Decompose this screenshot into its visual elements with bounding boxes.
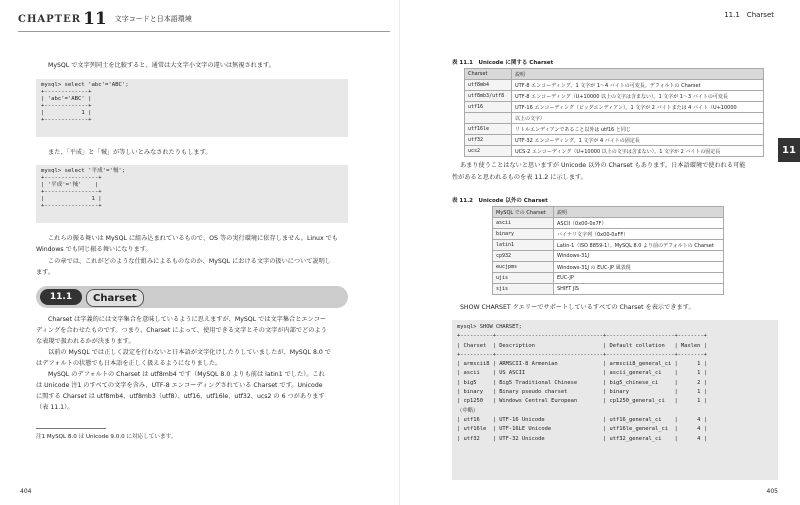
paragraph: あまり使うことはないと思いますが Unicode 以外の Charset もあります。日本語環境で使われる可能 — [460, 162, 746, 169]
table-header: Charset — [465, 69, 512, 80]
body-line: Charset は字義的には文字集合を意味しているように思えますが、MySQL では文字集合とエンコー — [48, 316, 327, 323]
chapter-number: 11 — [83, 9, 107, 29]
paragraph: これらの振る舞いは MySQL に組み込まれているもので、OS 等の実行環境に依存しません。Linux でも — [48, 235, 338, 242]
running-head: 11.1 Charset — [724, 11, 774, 19]
table-header: 説明 — [512, 69, 764, 80]
table-row — [465, 80, 764, 91]
unicode-charset-table — [464, 68, 764, 157]
code-block: mysql> SHOW CHARSET; +----------+---------------------------------+---------------------+--------+ | Charset | Description | Default collation | Maxlen | +----------+---------------------------------+---------------------+--------+ | armscii8 | ARMSCII-8 Armenian | armscii8_general_ci | 1 | | ascii | US ASCII | ascii_general_ci | 1 | | big5 | Big5 Traditional Chinese | big5_chinese_ci | 2 | | binary | Binary pseudo charset | binary | 1 | | cp1250 | Windows Central European | cp1250_general_ci | 1 | （中略） | utf16 | UTF-16 Unicode | utf16_general_ci | 4 | | utf16le | UTF-16LE Unicode | utf16le_general_ci | 4 | | utf32 | UTF-32 Unicode | utf32_general_ci | 4 | — [452, 320, 778, 480]
table-cell: utf16 — [465, 102, 512, 113]
table-row — [465, 91, 764, 102]
chapter-header — [18, 8, 192, 30]
body-line: に関する Charset は utf8mb4、utf8mb3（utf8）、utf16、utf16le、utf32、ucs2 の 6 つがあります — [36, 393, 325, 400]
table-cell: Windows-31J の EUC-JP 風表現 — [554, 262, 724, 273]
table-cell: ucs2 — [465, 146, 512, 157]
table-row — [465, 135, 764, 146]
table-cell: utf16le — [465, 124, 512, 135]
non-unicode-charset-table — [492, 206, 724, 295]
code-block: mysql> select 'abc'='ABC'; +-------------+ | 'abc'='ABC' | +-------------+ | 1 | +-------------+ — [36, 79, 348, 137]
table-cell: Windows-31J — [554, 251, 724, 262]
table-cell: utf8mb3/utf8 — [465, 91, 512, 102]
table-cell: UCS-2 エンコーディング（U+10000 以上の文字は含まない）。1 文字が 2 バイトの固定長 — [512, 146, 764, 157]
section-number: 11.1 — [40, 289, 82, 305]
paragraph: ます。 — [36, 269, 55, 276]
body-line: （表 11.1）。 — [36, 404, 74, 411]
chapter-title: 文字コードと日本語環境 — [114, 15, 192, 23]
section-heading — [36, 286, 348, 308]
table-row — [493, 284, 724, 295]
code-block: mysql> select '平成'='㍻'; +----------------+ | '平成'='㍻' | +----------------+ | 1 | +----------------+ — [36, 165, 348, 223]
table-cell: binary — [493, 229, 554, 240]
table-row — [465, 102, 764, 113]
table-cell: SHIFT JIS — [554, 284, 724, 295]
table-cell: utf8mb4 — [465, 80, 512, 91]
table-cell: eucjpms — [493, 262, 554, 273]
chapter-word: CHAPTER — [18, 13, 82, 25]
table-row — [493, 229, 724, 240]
paragraph: MySQL で文字列同士を比較すると、通常は大文字小文字の違いは無視されます。 — [48, 62, 275, 69]
paragraph: 性があると思われるものを表 11.2 に示します。 — [452, 174, 587, 181]
table-cell: UTF-32 エンコーディング。1 文字が 4 バイトの固定長 — [512, 135, 764, 146]
paragraph: SHOW CHARSET クエリーでサポートしているすべての Charset を表示できます。 — [460, 304, 695, 311]
table-cell: utf32 — [465, 135, 512, 146]
table-header: 説明 — [554, 207, 724, 218]
table-row — [493, 251, 724, 262]
table-caption: 表 11.2 Unicode 以外の Charset — [452, 198, 548, 204]
table-cell: sjis — [493, 284, 554, 295]
table-cell: EUC-JP — [554, 273, 724, 284]
table-cell: ASCII（0x00-0x7F） — [554, 218, 724, 229]
table-cell: cp932 — [493, 251, 554, 262]
section-title: Charset — [86, 289, 144, 307]
footnote: 注1 MySQL 8.0 は Unicode 9.0.0 に対応しています。 — [36, 434, 177, 440]
paragraph: この章では、これがどのような仕組みによるものなのか、MySQL における文字の扱いについて説明し — [48, 258, 331, 265]
table-cell: UTF-8 エンコーディング（U+10000 以上の文字は含まない）。1 文字が 1〜3 バイトの可変長 — [512, 91, 764, 102]
table-row — [465, 146, 764, 157]
table-cell: 以上の文字） — [512, 113, 764, 124]
page-number: 405 — [766, 488, 778, 495]
body-line: ディングを合わせたものです。つまり、Charset によって、使用できる文字とその文字が内部でどのよう — [36, 327, 327, 334]
body-line: 以前の MySQL では正しく設定を行わないと日本語が文字化けしたりしていましたが、MySQL 8.0 で — [48, 349, 331, 356]
table-cell: Latin-1（ISO 8859-1）。MySQL 8.0 より前のデフォルトの Charset — [554, 240, 724, 251]
table-cell: latin1 — [493, 240, 554, 251]
right-page — [400, 0, 800, 505]
table-cell: UTF-16 エンコーディング（ビッグエンディアン）。1 文字が 2 バイトまたは 4 バイト（U+10000 — [512, 102, 764, 113]
table-caption: 表 11.1 Unicode に関する Charset — [452, 60, 554, 66]
chapter-side-tab: 11 — [778, 138, 800, 162]
table-row — [493, 218, 724, 229]
table-cell: バイナリ文字列（0x00-0xFF） — [554, 229, 724, 240]
table-row — [493, 273, 724, 284]
body-line: はデフォルトの状態でも日本語を正しく扱えるようになりました。 — [36, 360, 222, 367]
footnote-rule — [36, 428, 106, 429]
table-row — [493, 262, 724, 273]
table-row — [465, 124, 764, 135]
table-cell: ujis — [493, 273, 554, 284]
table-cell: UTF-8 エンコーディング。1 文字が 1〜4 バイトの可変長。デフォルトの Charset — [512, 80, 764, 91]
table-cell: ascii — [493, 218, 554, 229]
body-line: は Unicode 注1 のすべての文字を含み、UTF-8 エンコーディングされている Charset です。Unicode — [36, 382, 323, 389]
table-row — [465, 113, 764, 124]
page-number: 404 — [20, 488, 32, 495]
body-line: な表現で扱われるかが決まります。 — [36, 338, 135, 345]
paragraph: また、「平成」と「㍻」が等しいとみなされたりもします。 — [48, 149, 212, 156]
header-rule — [18, 31, 390, 32]
table-cell — [465, 113, 512, 124]
table-row — [493, 240, 724, 251]
body-line: MySQL のデフォルトの Charset は utf8mb4 です（MySQL 8.0 よりも前は latin1 でした）。これ — [48, 371, 325, 378]
table-header: MySQL での Charset — [493, 207, 554, 218]
table-cell: リトルエンディアンであること以外は utf16 と同じ — [512, 124, 764, 135]
paragraph: Windows でも同じ振る舞いになります。 — [36, 246, 152, 253]
